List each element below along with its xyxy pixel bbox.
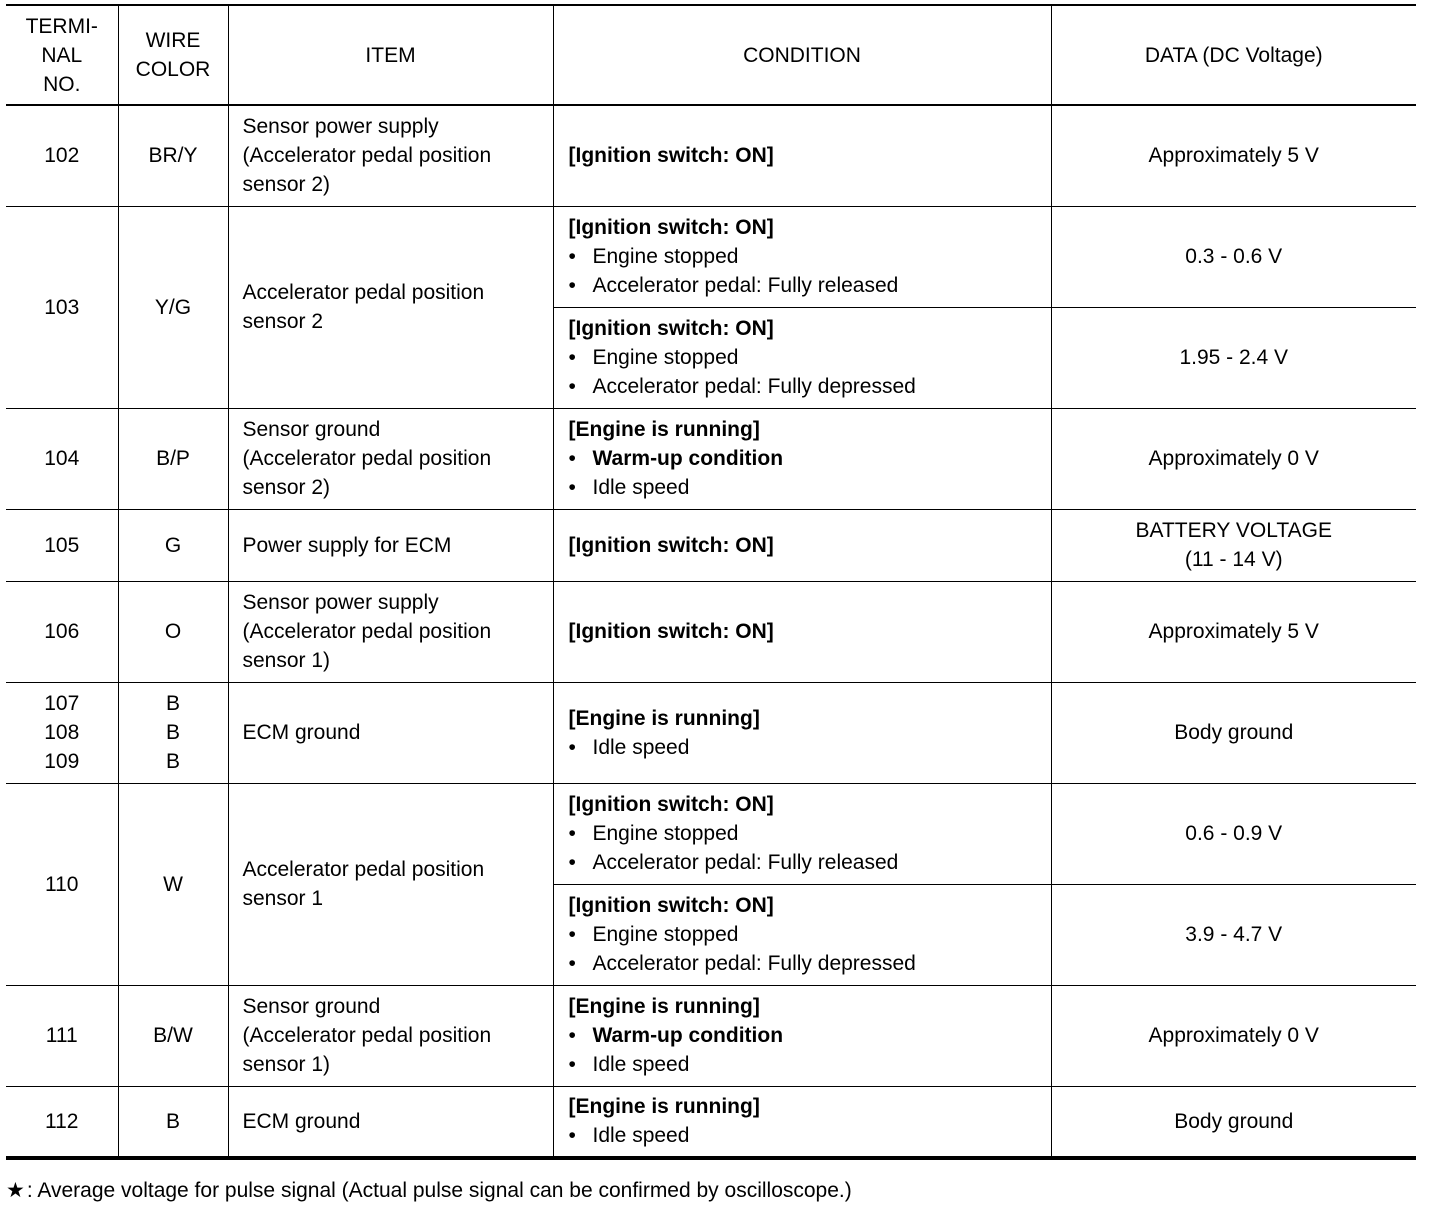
cell-line: 0.6 - 0.9 V xyxy=(1185,822,1283,845)
condition-cell xyxy=(553,985,1051,1086)
cell-line: B xyxy=(165,692,180,715)
cell-line: Sensor power supply xyxy=(242,115,439,139)
bullet-text: Accelerator pedal: Fully released xyxy=(592,274,899,297)
wire-color-cell xyxy=(118,985,228,1086)
condition-cell xyxy=(553,682,1051,783)
condition-cell xyxy=(553,581,1051,682)
bullet-text: Idle speed xyxy=(592,735,690,759)
condition-bullet xyxy=(569,372,1051,401)
condition-title: [Ignition switch: ON] xyxy=(568,620,774,643)
terminal-cell xyxy=(6,1086,118,1158)
cell-line: 1.95 - 2.4 V xyxy=(1179,346,1289,369)
cell-line: (Accelerator pedal position xyxy=(242,620,492,643)
condition-title: [Ignition switch: ON] xyxy=(568,144,774,168)
condition-cell xyxy=(553,206,1051,307)
terminal-cell xyxy=(6,105,118,206)
wire-color-cell xyxy=(118,408,228,509)
wire-color-cell xyxy=(118,783,228,985)
cell-line: Sensor ground xyxy=(242,995,381,1018)
cell-line: (Accelerator pedal position xyxy=(242,447,492,470)
cell-line: sensor 2) xyxy=(242,476,331,499)
table-row xyxy=(6,682,1416,783)
data-value-cell xyxy=(1051,105,1416,206)
cell-line: 106 xyxy=(44,620,80,643)
footnote xyxy=(6,1176,852,1205)
wire-color-cell xyxy=(118,1086,228,1158)
bullet-text: Idle speed xyxy=(592,476,690,499)
condition-title: [Ignition switch: ON] xyxy=(568,533,774,557)
star-icon: ★ xyxy=(6,1179,25,1202)
cell-line: (11 - 14 V) xyxy=(1184,548,1283,571)
condition-bullet xyxy=(569,1121,1051,1150)
item-cell xyxy=(228,682,553,783)
data-value-cell xyxy=(1051,307,1416,408)
condition-title: [Engine is running] xyxy=(568,1095,760,1119)
cell-line: 111 xyxy=(45,1024,78,1047)
header-data: DATA (DC Voltage) xyxy=(1051,5,1416,105)
bullet-icon: • xyxy=(568,375,576,398)
condition-bullet xyxy=(569,1050,1051,1079)
cell-line: ECM ground xyxy=(242,721,361,744)
condition-bullet xyxy=(569,444,1051,473)
cell-line: BR/Y xyxy=(148,144,198,168)
table-row xyxy=(6,206,1416,307)
cell-line: G xyxy=(164,533,182,557)
cell-line: 104 xyxy=(44,447,80,470)
cell-line: 0.3 - 0.6 V xyxy=(1185,245,1283,268)
cell-line: B/P xyxy=(156,447,190,470)
header-wire-color: WIRE COLOR xyxy=(118,5,228,105)
table-row xyxy=(6,1086,1416,1158)
data-value-cell xyxy=(1051,408,1416,509)
item-cell xyxy=(228,581,553,682)
bullet-icon: • xyxy=(568,346,576,369)
condition-bullet xyxy=(569,949,1051,978)
bullet-text: Engine stopped xyxy=(592,245,739,268)
header-row xyxy=(6,5,1416,105)
data-value-cell xyxy=(1051,682,1416,783)
cell-line: sensor 2) xyxy=(242,173,331,197)
table-body xyxy=(6,105,1416,1158)
cell-line: 102 xyxy=(44,144,80,168)
terminal-cell xyxy=(6,985,118,1086)
cell-line: Approximately 0 V xyxy=(1148,447,1319,470)
condition-bullet xyxy=(569,343,1051,372)
condition-bullet xyxy=(569,242,1051,271)
cell-line: Sensor power supply xyxy=(242,591,439,614)
condition-bullet xyxy=(569,819,1051,848)
condition-title: [Ignition switch: ON] xyxy=(568,793,774,816)
data-value-cell xyxy=(1051,985,1416,1086)
cell-line: Y/G xyxy=(154,295,192,319)
cell-line: B/W xyxy=(153,1024,193,1047)
cell-line: Accelerator pedal position xyxy=(242,281,485,304)
data-value-cell xyxy=(1051,509,1416,581)
item-cell xyxy=(228,509,553,581)
bullet-icon: • xyxy=(568,923,576,946)
cell-line: (Accelerator pedal position xyxy=(242,1024,492,1047)
condition-title: [Ignition switch: ON] xyxy=(568,216,774,239)
condition-cell xyxy=(553,408,1051,509)
cell-line: W xyxy=(163,872,183,896)
condition-cell xyxy=(553,1086,1051,1158)
cell-line: 112 xyxy=(45,1109,79,1133)
cell-line: 105 xyxy=(44,533,80,557)
cell-line: ECM ground xyxy=(242,1109,361,1133)
table-row xyxy=(6,408,1416,509)
bullet-text: Idle speed xyxy=(592,1053,690,1076)
item-cell xyxy=(228,408,553,509)
bullet-text: Accelerator pedal: Fully released xyxy=(592,851,899,874)
table-row xyxy=(6,985,1416,1086)
condition-cell xyxy=(553,783,1051,884)
cell-line: Approximately 5 V xyxy=(1148,144,1319,168)
wire-color-cell xyxy=(118,682,228,783)
bullet-icon: • xyxy=(568,476,576,499)
table-row xyxy=(6,105,1416,206)
bullet-icon: • xyxy=(568,822,576,845)
cell-line: 110 xyxy=(45,872,79,896)
condition-title: [Ignition switch: ON] xyxy=(568,317,774,340)
cell-line: sensor 1 xyxy=(242,887,324,910)
cell-line: Approximately 0 V xyxy=(1148,1024,1319,1047)
data-value-cell xyxy=(1051,1086,1416,1158)
condition-cell xyxy=(553,509,1051,581)
bullet-text: Accelerator pedal: Fully depressed xyxy=(592,375,916,398)
bullet-text: Engine stopped xyxy=(592,923,739,946)
bullet-icon: • xyxy=(568,1124,576,1148)
cell-line: Body ground xyxy=(1174,1109,1294,1133)
wire-color-cell xyxy=(118,581,228,682)
condition-cell xyxy=(553,105,1051,206)
cell-line: Approximately 5 V xyxy=(1148,620,1319,643)
cell-line: Sensor ground xyxy=(242,418,381,441)
bullet-icon: • xyxy=(568,952,576,975)
cell-line: sensor 1) xyxy=(242,1053,331,1076)
terminal-cell xyxy=(6,682,118,783)
cell-line: O xyxy=(164,620,182,643)
bullet-text: Idle speed xyxy=(592,1124,690,1148)
cell-line: BATTERY VOLTAGE xyxy=(1135,519,1332,542)
wire-color-cell xyxy=(118,509,228,581)
item-cell xyxy=(228,105,553,206)
condition-title: [Ignition switch: ON] xyxy=(568,894,774,917)
terminal-cell xyxy=(6,783,118,985)
cell-line: (Accelerator pedal position xyxy=(242,144,492,168)
cell-line: 3.9 - 4.7 V xyxy=(1185,923,1283,946)
condition-bullet xyxy=(569,920,1051,949)
bullet-icon: • xyxy=(568,735,576,759)
cell-line: B xyxy=(165,750,180,773)
data-value-cell xyxy=(1051,884,1416,985)
condition-cell xyxy=(553,307,1051,408)
cell-line: sensor 1) xyxy=(242,649,331,672)
header-condition: CONDITION xyxy=(553,5,1051,105)
header-item: ITEM xyxy=(228,5,553,105)
item-cell xyxy=(228,1086,553,1158)
bullet-text: Engine stopped xyxy=(592,822,739,845)
item-cell xyxy=(228,783,553,985)
bullet-icon: • xyxy=(568,245,576,268)
condition-title: [Engine is running] xyxy=(568,706,760,730)
cell-line: Accelerator pedal position xyxy=(242,858,485,881)
cell-line: sensor 2 xyxy=(242,310,324,333)
bullet-icon: • xyxy=(568,851,576,874)
terminal-cell xyxy=(6,206,118,408)
terminal-cell xyxy=(6,509,118,581)
footnote-text: : Average voltage for pulse signal (Actual pulse signal can be confirmed by oscilloscope.) xyxy=(26,1179,852,1202)
condition-title: [Engine is running] xyxy=(568,418,760,441)
data-value-cell xyxy=(1051,206,1416,307)
terminal-cell xyxy=(6,408,118,509)
cell-line: B xyxy=(165,721,180,744)
bullet-icon: • xyxy=(568,1024,576,1047)
cell-line: Power supply for ECM xyxy=(242,533,452,557)
table-row xyxy=(6,783,1416,884)
condition-bullet xyxy=(569,733,1051,762)
cell-line: B xyxy=(165,1109,180,1133)
cell-line: 107 xyxy=(44,692,80,715)
condition-bullet xyxy=(569,473,1051,502)
condition-bullet xyxy=(569,848,1051,877)
table-row xyxy=(6,509,1416,581)
condition-cell xyxy=(553,884,1051,985)
cell-line: 108 xyxy=(44,721,80,744)
bullet-icon: • xyxy=(568,274,576,297)
item-cell xyxy=(228,206,553,408)
terminal-cell xyxy=(6,581,118,682)
bullet-text: Warm-up condition xyxy=(592,447,784,470)
bullet-icon: • xyxy=(568,447,576,470)
header-terminal-no: TERMI- NAL NO. xyxy=(6,5,118,105)
condition-bullet xyxy=(569,1021,1051,1050)
cell-line: Body ground xyxy=(1174,721,1294,744)
cell-line: 103 xyxy=(44,295,80,319)
terminal-data-table xyxy=(6,4,1416,1160)
condition-title: [Engine is running] xyxy=(568,995,760,1018)
table-row xyxy=(6,581,1416,682)
bullet-text: Engine stopped xyxy=(592,346,739,369)
data-value-cell xyxy=(1051,581,1416,682)
wire-color-cell xyxy=(118,105,228,206)
item-cell xyxy=(228,985,553,1086)
cell-line: 109 xyxy=(44,750,80,773)
condition-bullet xyxy=(569,271,1051,300)
data-value-cell xyxy=(1051,783,1416,884)
bullet-icon: • xyxy=(568,1053,576,1076)
wire-color-cell xyxy=(118,206,228,408)
bullet-text: Accelerator pedal: Fully depressed xyxy=(592,952,916,975)
bullet-text: Warm-up condition xyxy=(592,1024,784,1047)
